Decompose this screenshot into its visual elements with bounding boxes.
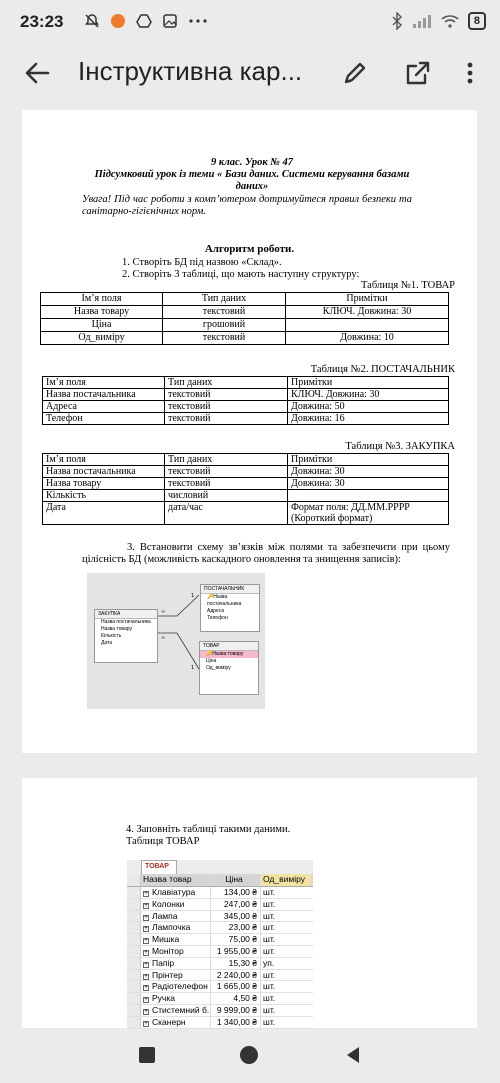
expand-plus-icon[interactable]: + — [144, 1020, 148, 1027]
table-cell[interactable] — [141, 958, 211, 969]
table-header: Примітки — [286, 293, 449, 306]
key-icon: 🔑 — [206, 651, 213, 657]
edit-pencil-icon[interactable] — [340, 58, 370, 88]
access-header-row — [127, 874, 313, 887]
schema-field: Дата — [101, 640, 113, 646]
table-cell[interactable]: шт. — [263, 910, 276, 921]
schema-field — [201, 594, 259, 608]
algorithm-title: Алгоритм роботи. — [204, 243, 295, 255]
table3 — [42, 453, 449, 525]
table-cell: текстовий — [165, 401, 288, 413]
table-cell[interactable]: шт. — [263, 1016, 276, 1027]
product-name: Клавіатура — [152, 887, 196, 897]
row-selector[interactable] — [127, 911, 141, 922]
table-cell: Довжина: 50 — [288, 401, 449, 413]
table-cell[interactable] — [141, 993, 211, 1004]
row-selector[interactable] — [127, 946, 141, 957]
schema-field: Од_виміру — [206, 665, 231, 671]
table-row[interactable] — [127, 970, 313, 982]
row-selector[interactable] — [127, 993, 141, 1004]
table-cell[interactable]: 23,00 ₴ — [211, 922, 261, 933]
table-row[interactable] — [127, 981, 313, 993]
schema-field: Кількість — [101, 633, 122, 639]
header-line-3: даних» — [235, 181, 269, 192]
table-cell[interactable] — [141, 981, 211, 992]
table-row[interactable] — [127, 887, 313, 899]
status-bar — [0, 0, 500, 44]
table-cell[interactable] — [141, 899, 211, 910]
table-cell: текстовий — [163, 306, 286, 319]
key-icon: 🔑 — [207, 594, 214, 600]
product-name: Радіотелефон — [152, 981, 208, 992]
expand-plus-icon[interactable]: + — [144, 938, 148, 945]
table-row — [41, 293, 449, 306]
table-cell[interactable]: шт. — [263, 1004, 276, 1015]
table-row — [41, 306, 449, 319]
product-name: Стистемний б. — [152, 1004, 210, 1015]
table3-caption: Таблиця №3. ЗАКУПКА — [345, 441, 455, 452]
step-2: 2. Створіть 3 таблиці, що мають наступну структуру: — [122, 269, 360, 280]
table-cell[interactable] — [141, 1005, 211, 1016]
product-name: Лампа — [152, 910, 178, 921]
expand-plus-icon[interactable]: + — [144, 949, 148, 956]
expand-plus-icon[interactable]: + — [144, 985, 148, 992]
product-name: Папір — [152, 957, 175, 968]
svg-text:∞: ∞ — [161, 635, 166, 641]
table-cell[interactable]: шт. — [263, 969, 276, 980]
table-row — [43, 389, 449, 401]
schema-field: Адреса — [207, 608, 225, 614]
step-4: 4. Заповніть таблиці такими даними. — [126, 824, 291, 835]
recent-apps-icon[interactable] — [136, 1044, 158, 1066]
expand-plus-icon[interactable]: + — [144, 891, 148, 897]
table-cell: Назва товару — [43, 478, 165, 490]
table-cell: текстовий — [165, 413, 288, 425]
table-cell[interactable]: шт. — [263, 934, 276, 945]
table-cell[interactable] — [141, 946, 211, 957]
row-selector[interactable] — [127, 970, 141, 981]
header-line-2: Підсумковий урок із теми « Бази даних. Системи керування базами — [94, 169, 410, 180]
column-header[interactable]: Ціна — [211, 874, 261, 886]
bell-off-icon — [84, 13, 100, 29]
expand-plus-icon[interactable]: + — [144, 973, 148, 980]
row-selector[interactable] — [127, 1005, 141, 1016]
access-table-tovar — [127, 860, 313, 1027]
table-cell — [288, 502, 449, 525]
table-cell[interactable] — [141, 1017, 211, 1028]
expand-plus-icon[interactable]: + — [144, 902, 148, 909]
date-format-text: Формат поля: ДД.ММ.РРРР — [291, 502, 410, 513]
svg-text:∞: ∞ — [161, 609, 166, 615]
product-name: Сканерн — [152, 1016, 186, 1027]
document-page-1 — [22, 110, 477, 753]
table-row[interactable] — [127, 1005, 313, 1017]
table-header: Примітки — [288, 377, 449, 389]
lesson-header — [82, 157, 422, 193]
table-cell: текстовий — [165, 389, 288, 401]
table-cell[interactable]: 134,00 ₴ — [211, 887, 261, 898]
table-cell — [286, 319, 449, 332]
drive-icon — [136, 13, 152, 29]
table-row[interactable] — [127, 934, 313, 946]
app-notification-icon — [110, 13, 126, 29]
schema-field: Назва постачальника — [101, 619, 151, 625]
row-selector[interactable] — [127, 934, 141, 945]
table-header: Ім’я поля — [41, 293, 163, 306]
table-row — [41, 332, 449, 345]
table2-caption: Таблиця №2. ПОСТАЧАЛЬНИК — [310, 364, 455, 375]
table-cell: Назва постачальника — [43, 466, 165, 478]
table-cell[interactable]: уп. — [263, 957, 275, 968]
table-row[interactable] — [127, 993, 313, 1005]
table-cell[interactable]: 1 665,00 ₴ — [211, 981, 261, 992]
table-cell[interactable] — [141, 887, 211, 898]
expand-plus-icon[interactable]: + — [144, 914, 148, 921]
product-name: Мишка — [152, 934, 180, 945]
signal-icon — [412, 13, 432, 29]
table-cell[interactable]: 1 955,00 ₴ — [211, 946, 261, 957]
more-notifications-icon — [188, 13, 208, 29]
table-cell: текстовий — [165, 478, 288, 490]
table-cell: Довжина: 30 — [288, 478, 449, 490]
row-selector[interactable] — [127, 1017, 141, 1028]
table-header: Ім’я поля — [43, 377, 165, 389]
product-name: Ручка — [152, 993, 175, 1004]
table-cell: грошовий — [163, 319, 286, 332]
table-cell[interactable]: 1 340,00 ₴ — [211, 1017, 261, 1028]
table-cell[interactable]: шт. — [263, 887, 276, 897]
table-cell[interactable] — [141, 970, 211, 981]
table-cell: Од_виміру — [41, 332, 163, 345]
table-cell: КЛЮЧ. Довжина: 30 — [288, 389, 449, 401]
table-header: Примітки — [288, 454, 449, 466]
table-row — [43, 478, 449, 490]
table-cell[interactable] — [141, 934, 211, 945]
table-cell[interactable] — [141, 922, 211, 933]
schema-table-postachalnyk — [200, 584, 260, 632]
date-format-note: (Короткий формат) — [291, 513, 373, 524]
table-cell[interactable]: шт. — [263, 945, 276, 956]
open-external-icon[interactable] — [403, 58, 433, 88]
row-selector[interactable] — [127, 887, 141, 898]
table-cell[interactable]: шт. — [263, 981, 276, 992]
table-cell[interactable]: 4,50 ₴ — [211, 993, 261, 1004]
table-header: Тип даних — [163, 293, 286, 306]
row-selector — [127, 874, 141, 886]
table-cell: Довжина: 30 — [288, 466, 449, 478]
header-line-1: 9 клас. Урок № 47 — [210, 157, 294, 168]
access-rows — [127, 887, 313, 1029]
column-header[interactable]: Назва товар — [141, 874, 211, 886]
table-row[interactable] — [127, 946, 313, 958]
table1 — [40, 292, 449, 345]
table-cell: Довжина: 10 — [286, 332, 449, 345]
expand-plus-icon[interactable]: + — [144, 926, 148, 933]
table-row — [43, 490, 449, 502]
table-cell[interactable]: 345,00 ₴ — [211, 911, 261, 922]
table-cell: Телефон — [43, 413, 165, 425]
table-cell: дата/час — [165, 502, 288, 525]
battery-indicator: 8 — [468, 12, 486, 30]
table-row — [41, 319, 449, 332]
table-tovar-caption: Таблиця ТОВАР — [126, 836, 200, 847]
table-cell[interactable]: шт. — [263, 922, 276, 933]
table-header: Тип даних — [165, 377, 288, 389]
table-cell: Назва постачальника — [43, 389, 165, 401]
gallery-icon — [162, 13, 178, 29]
back-triangle-icon[interactable] — [342, 1044, 364, 1066]
table-cell: текстовий — [163, 332, 286, 345]
schema-field-label: Назва товару — [212, 651, 244, 657]
schema-field: Телефон — [207, 615, 228, 621]
table-row — [43, 454, 449, 466]
product-name: Лампочка — [152, 922, 191, 933]
back-arrow-icon[interactable] — [22, 58, 52, 88]
table2 — [42, 376, 449, 425]
table-cell: числовий — [165, 490, 288, 502]
table-row — [43, 502, 449, 525]
access-tab-row — [127, 860, 313, 874]
expand-plus-icon[interactable]: + — [144, 997, 148, 1004]
product-name: Прінтер — [152, 969, 183, 980]
table1-caption: Таблиця №1. ТОВАР — [361, 280, 455, 291]
column-header[interactable]: Од_виміру — [261, 874, 311, 886]
table-cell[interactable]: 15,30 ₴ — [211, 958, 261, 969]
table-cell: Адреса — [43, 401, 165, 413]
row-selector[interactable] — [127, 981, 141, 992]
table-row[interactable] — [127, 911, 313, 923]
row-selector[interactable] — [127, 899, 141, 910]
expand-plus-icon[interactable]: + — [144, 961, 148, 968]
table-cell — [288, 490, 449, 502]
navigation-bar — [0, 1030, 500, 1083]
schema-field: Назва товару — [101, 626, 133, 632]
wifi-icon — [440, 13, 460, 29]
table-row — [43, 413, 449, 425]
row-selector[interactable] — [127, 958, 141, 969]
expand-plus-icon[interactable]: + — [144, 1008, 148, 1015]
product-name: Колонки — [152, 898, 185, 909]
schema-table-title: ТОВАР — [200, 642, 258, 651]
table-cell[interactable]: 75,00 ₴ — [211, 934, 261, 945]
table-cell[interactable]: 247,00 ₴ — [211, 899, 261, 910]
schema-field-label: Назва постачальника — [207, 594, 242, 607]
table-cell: текстовий — [165, 466, 288, 478]
svg-text:1: 1 — [191, 665, 195, 671]
table-cell[interactable] — [141, 911, 211, 922]
schema-table-zakupka — [94, 609, 158, 663]
safety-warning: Увага! Під час роботи з комп’ютером дотримуйтеся правил безпеки та санітарно-гігієнічних норм. — [82, 194, 412, 217]
access-tab[interactable]: ТОВАР — [141, 860, 177, 874]
schema-table-title: ЗАКУПКА — [95, 610, 157, 619]
table-row[interactable] — [127, 922, 313, 934]
table-row — [43, 401, 449, 413]
step-1: 1. Створіть БД під назвою «Склад». — [122, 257, 282, 268]
table-header: Ім’я поля — [43, 454, 165, 466]
table-cell: Кількість — [43, 490, 165, 502]
schema-table-tovar — [199, 641, 259, 695]
row-selector[interactable] — [127, 922, 141, 933]
table-row[interactable] — [127, 1017, 313, 1029]
table-row — [43, 466, 449, 478]
app-bar — [0, 44, 500, 102]
table-cell[interactable]: шт. — [263, 993, 276, 1004]
more-vert-icon[interactable] — [460, 58, 480, 88]
table-row[interactable] — [127, 899, 313, 911]
table-cell: КЛЮЧ. Довжина: 30 — [286, 306, 449, 319]
table-cell: Дата — [43, 502, 165, 525]
product-name: Монітор — [152, 945, 184, 956]
schema-table-title: ПОСТАЧАЛЬНИК — [201, 585, 259, 594]
schema-field — [200, 651, 258, 658]
table-cell: Довжина: 16 — [288, 413, 449, 425]
table-cell: Ціна — [41, 319, 163, 332]
status-time: 23:23 — [20, 12, 64, 31]
home-icon[interactable] — [238, 1044, 260, 1066]
schema-field: Ціна — [206, 658, 217, 664]
relationship-schema — [87, 573, 265, 709]
step-3: 3. Встановити схему зв’язків між полями та забезпечити при цьому цілісність БД (можливість каскадного оновлення та знищення записів): — [82, 542, 450, 565]
document-page-2 — [22, 778, 477, 1028]
table-row[interactable] — [127, 958, 313, 970]
document-title: Інструктивна кар... — [78, 56, 303, 86]
table-cell[interactable]: 2 240,00 ₴ — [211, 970, 261, 981]
table-cell[interactable]: шт. — [263, 898, 276, 909]
table-row — [43, 377, 449, 389]
table-header: Тип даних — [165, 454, 288, 466]
table-cell[interactable]: 9 999,00 ₴ — [211, 1005, 261, 1016]
bluetooth-icon — [390, 12, 404, 30]
table-cell: Назва товару — [41, 306, 163, 319]
svg-text:1: 1 — [191, 593, 195, 599]
